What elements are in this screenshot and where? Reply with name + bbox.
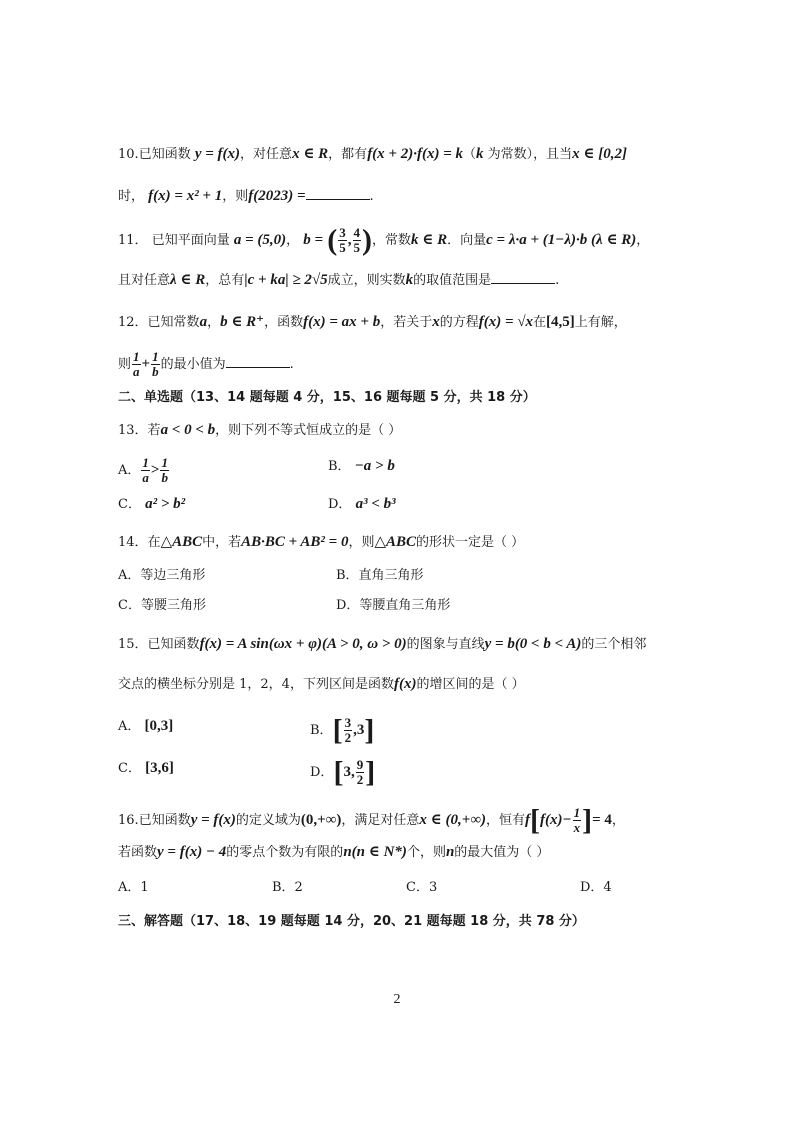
math: n(n ∈ N*) <box>343 844 407 860</box>
text: ， <box>636 233 650 248</box>
q14-option-c[interactable]: C．等腰三角形 <box>118 598 206 613</box>
question-number: 12． <box>118 315 148 330</box>
fraction <box>151 350 160 379</box>
text: 在 <box>533 315 547 330</box>
text: 则 <box>118 357 132 372</box>
text: ，对任意 <box>240 147 293 162</box>
math: b ∈ R⁺ <box>220 314 265 330</box>
numerator: 3 <box>339 225 346 240</box>
text: ，函数 <box>264 315 304 330</box>
text: . <box>289 357 294 372</box>
math: f(x) = ax + b <box>303 314 381 330</box>
math: n <box>445 844 455 860</box>
q12-line1 <box>118 312 627 333</box>
math: f(2023) = <box>248 188 306 204</box>
q15-option-c[interactable] <box>118 758 174 779</box>
interval-start: 3, <box>343 764 355 780</box>
bracket-close: ] <box>364 713 375 747</box>
q15-option-b[interactable] <box>310 713 375 747</box>
q16-option-b[interactable]: B．2 <box>272 880 303 895</box>
q13-option-c[interactable] <box>118 494 185 515</box>
text: 个，则 <box>406 845 446 860</box>
q16-option-a[interactable]: A．1 <box>118 880 149 895</box>
text: 已知函数 <box>138 147 191 162</box>
numerator: 3 <box>344 715 352 730</box>
q11-line1 <box>118 223 650 257</box>
text: 的三个相邻 <box>581 637 647 652</box>
bracket-open: [ <box>333 755 344 789</box>
text: 的取值范围是 <box>413 273 492 288</box>
text: 为常数），且当 <box>483 147 573 162</box>
math: a² > b² <box>145 496 186 512</box>
math: △ABC <box>160 534 203 550</box>
bracket-open: [ <box>530 803 541 837</box>
math: a < 0 < b <box>160 422 216 438</box>
paren-close: ) <box>362 223 372 257</box>
option-label: B． <box>328 459 351 474</box>
text: ．向量 <box>447 233 487 248</box>
text: 若 <box>147 423 161 438</box>
bracket-close: ] <box>582 803 593 837</box>
question-number: 10. <box>118 147 139 162</box>
answer-blank <box>306 199 370 200</box>
option-label: A． <box>118 463 141 478</box>
option-label: C． <box>118 497 141 512</box>
text: ， <box>611 813 625 828</box>
denominator: b <box>161 470 168 485</box>
fraction <box>356 758 365 787</box>
bracket-close: ] <box>365 755 376 789</box>
math: y = f(x) <box>190 812 236 828</box>
bracket-open: [ <box>332 713 343 747</box>
text: 的增区间的是（ ） <box>416 677 525 692</box>
section-heading: 二、单选题（13、14 题每题 4 分，15、16 题每题 5 分，共 18 分） <box>118 390 536 405</box>
text: . <box>369 189 374 204</box>
math: a³ < b³ <box>355 496 396 512</box>
denominator: 5 <box>339 240 346 255</box>
math: [4,5] <box>546 314 575 330</box>
text: 交点的横坐标分别是 1，2，4，下列区间是函数 <box>118 677 394 692</box>
math: △ABC <box>374 534 417 550</box>
text: 已知常数 <box>147 315 200 330</box>
denominator: 2 <box>344 730 352 745</box>
math: (0,+∞) <box>300 812 342 828</box>
math: c = λ·a + (1−λ)·b (λ ∈ R) <box>486 232 637 248</box>
math: b = <box>303 232 324 248</box>
math: = 4 <box>592 812 612 828</box>
denominator: 2 <box>356 772 364 787</box>
math: k <box>405 272 414 288</box>
question-number: 16. <box>118 813 139 828</box>
question-number: 11． <box>118 233 148 248</box>
math: |c + ka| ≥ 2√5 <box>244 272 328 288</box>
math: x <box>432 314 440 330</box>
q11-line2 <box>118 270 559 291</box>
comma: , <box>347 232 352 248</box>
text: 中，若 <box>202 535 242 550</box>
paren-open: ( <box>327 223 338 257</box>
interval-end: ,3 <box>353 722 365 738</box>
q13-option-a[interactable] <box>118 456 170 485</box>
fraction <box>160 456 169 485</box>
q13-stem <box>118 420 401 441</box>
option-label: D． <box>310 765 334 780</box>
text: 的最大值为（ ） <box>454 845 550 860</box>
math: f(x)− <box>540 812 572 828</box>
q15-line2 <box>118 674 525 695</box>
math: y = f(x) <box>194 146 241 162</box>
q16-line2 <box>118 842 549 863</box>
text: 时， <box>118 189 145 204</box>
numerator: 4 <box>353 225 360 240</box>
math: y = b(0 < b < A) <box>484 636 582 652</box>
text: 已知平面向量 <box>151 233 230 248</box>
math: a = (5,0) <box>233 232 287 248</box>
math: a <box>199 314 208 330</box>
plus: + <box>141 356 151 372</box>
option-label: A． <box>118 719 141 734</box>
text: ， <box>207 315 221 330</box>
text: 的方程 <box>439 315 479 330</box>
q10-line1 <box>118 144 627 165</box>
option-label: C． <box>118 761 141 776</box>
math: −a > b <box>354 458 395 474</box>
q12-line2 <box>118 350 294 379</box>
numerator: 9 <box>356 757 364 772</box>
question-number: 14． <box>118 535 148 550</box>
option-label: D． <box>328 497 352 512</box>
text: ，则下列不等式恒成立的是（ ） <box>215 423 402 438</box>
q15-line1 <box>118 634 646 655</box>
q14-option-b[interactable]: B．直角三角形 <box>336 568 424 583</box>
q16-option-c[interactable]: C．3 <box>406 880 438 895</box>
q16-option-d[interactable]: D．4 <box>580 880 612 895</box>
page-number: 2 <box>393 992 401 1007</box>
option-label: B． <box>310 723 333 738</box>
math: x ∈ [0,2] <box>572 146 628 162</box>
q15-option-a[interactable] <box>118 716 173 737</box>
fraction <box>141 456 150 485</box>
text: ，满足对任意 <box>341 813 420 828</box>
fraction <box>573 806 582 835</box>
text: 已知函数 <box>147 637 200 652</box>
text: （ <box>463 147 477 162</box>
text: 的最小值为 <box>160 357 226 372</box>
q14-option-a[interactable]: A．等边三角形 <box>118 568 206 583</box>
math: f(x) = A sin(ωx + φ)(A > 0, ω > 0) <box>199 636 407 652</box>
fraction <box>132 350 141 379</box>
fraction <box>338 226 347 255</box>
math: f(x + 2)·f(x) = k <box>367 146 464 162</box>
math: f(x) = x² + 1 <box>148 188 223 204</box>
text: ，都有 <box>328 147 368 162</box>
numerator: 1 <box>142 455 149 470</box>
q14-option-d[interactable]: D．等腰直角三角形 <box>336 598 451 613</box>
numerator: 1 <box>161 455 168 470</box>
denominator: a <box>142 470 149 485</box>
fraction <box>344 716 353 745</box>
text: 的定义域为 <box>235 813 301 828</box>
q13-option-d[interactable] <box>328 494 396 515</box>
math: y = f(x) − 4 <box>157 844 227 860</box>
numerator: 1 <box>573 805 581 820</box>
text: 的形状一定是（ ） <box>416 535 525 550</box>
question-number: 15． <box>118 637 148 652</box>
math: λ ∈ R <box>170 272 206 288</box>
math: k <box>476 146 484 162</box>
denominator: b <box>152 364 159 379</box>
text: 的零点个数为有限的 <box>226 845 344 860</box>
text: 已知函数 <box>138 813 191 828</box>
text: ， <box>286 233 300 248</box>
denominator: a <box>133 364 140 379</box>
math: f(x) <box>393 676 417 692</box>
text: 若函数 <box>118 845 158 860</box>
math: k ∈ R <box>411 232 448 248</box>
q16-line1 <box>118 803 625 837</box>
math: AB·BC + AB² = 0 <box>241 534 349 550</box>
numerator: 1 <box>152 349 159 364</box>
math: [3,6] <box>145 760 174 776</box>
q10-line2 <box>118 186 374 207</box>
question-number: 13． <box>118 423 148 438</box>
numerator: 1 <box>133 349 140 364</box>
q13-option-b[interactable] <box>328 456 395 477</box>
fraction <box>353 226 362 255</box>
text: ，则 <box>348 535 375 550</box>
greater-than: > <box>150 462 160 478</box>
math: [0,3] <box>144 718 174 734</box>
text: 且对任意 <box>118 273 171 288</box>
text: 上有解， <box>574 315 627 330</box>
math: x ∈ R <box>292 146 329 162</box>
text: 成立，则实数 <box>327 273 406 288</box>
text: 的图象与直线 <box>406 637 485 652</box>
math: x ∈ (0,+∞) <box>419 812 487 828</box>
text: ，则 <box>222 189 249 204</box>
text: ，总有 <box>205 273 245 288</box>
math: f <box>525 812 531 828</box>
text: 在 <box>147 535 161 550</box>
section-heading: 三、解答题（17、18、19 题每题 14 分，20、21 题每题 18 分，共 78 分） <box>118 914 585 929</box>
q15-option-d[interactable] <box>310 755 376 789</box>
text: ，若关于 <box>380 315 433 330</box>
answer-blank <box>491 283 555 284</box>
math: f(x) = √x <box>478 314 534 330</box>
q14-stem <box>118 532 524 553</box>
text: . <box>555 273 560 288</box>
text: ，常数 <box>372 233 412 248</box>
denominator: 5 <box>353 240 360 255</box>
answer-blank <box>226 367 290 368</box>
text: ，恒有 <box>486 813 526 828</box>
denominator: x <box>573 820 581 835</box>
